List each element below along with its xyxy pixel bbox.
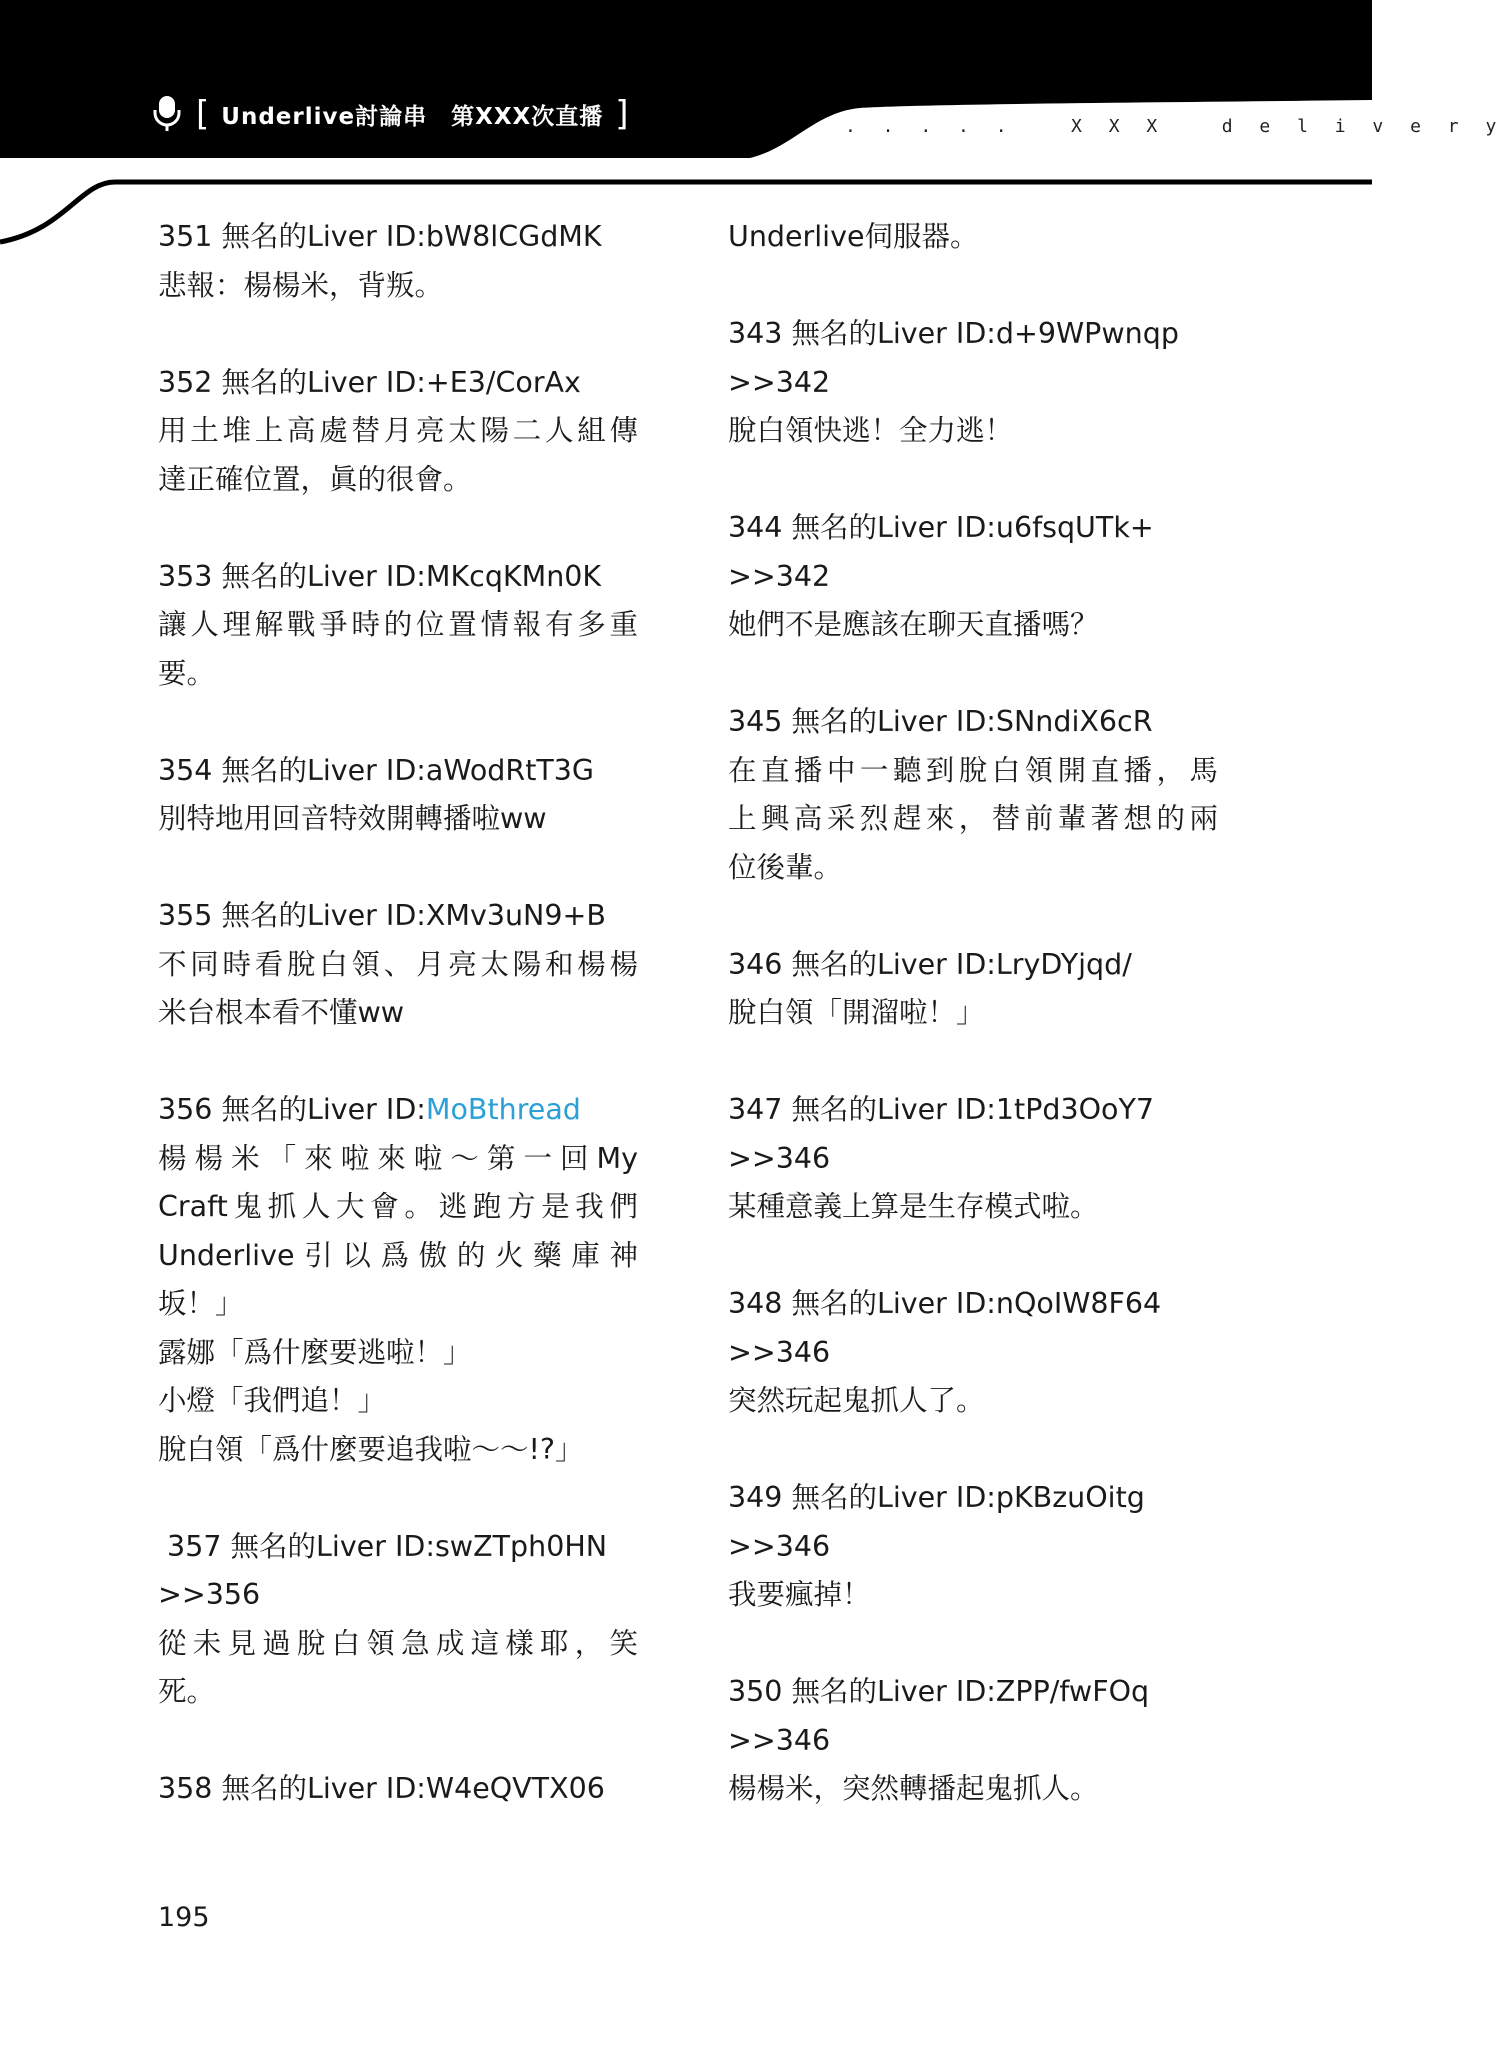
post-356 (158, 1086, 638, 1474)
post-line: >>356 (158, 1578, 261, 1611)
bracket-close: ] (615, 94, 629, 134)
post-header: 353 無名的Liver ID:MKcqKMn0K (158, 559, 602, 593)
post-line: 楊楊米，突然轉播起鬼抓人。 (728, 1772, 1099, 1805)
post-346 (728, 941, 1218, 1038)
post-gap (728, 456, 1218, 505)
post-line: 米台根本看不懂ww (158, 996, 405, 1029)
post-line: 她們不是應該在聊天直播嗎？ (728, 608, 1099, 641)
post-gap (158, 844, 638, 893)
post-header: 355 無名的Liver ID:XMv3uN9+B (158, 899, 606, 932)
post-348 (728, 1280, 1218, 1426)
post-header: 351 無名的Liver ID:bW8lCGdMK (158, 220, 602, 253)
post-352 (158, 359, 638, 505)
post-header: 344 無名的Liver ID:u6fsqUTk+ (728, 511, 1154, 544)
post-gap (728, 1232, 1218, 1281)
post-gap (728, 650, 1218, 699)
post-line: 脫白領快逃！全力逃！ (728, 414, 1014, 447)
highlighted-id: MoBthread (425, 1093, 581, 1126)
post-header: 349 無名的Liver ID:pKBzuOitg (728, 1481, 1145, 1514)
post-header: 343 無名的Liver ID:d+9WPwnqp (728, 317, 1179, 350)
post-343 (728, 310, 1218, 456)
post-gap (158, 1717, 638, 1766)
post-line: 位後輩。 (728, 850, 843, 884)
post-header: 352 無名的Liver ID:+E3/CorAx (158, 365, 581, 399)
post-line: 在直播中一聽到脫白領開直播，馬 (728, 753, 1218, 787)
post-gap (728, 892, 1218, 941)
post-header: 357 無名的Liver ID:swZTph0HN (158, 1529, 608, 1563)
post-line: >>346 (728, 1529, 831, 1563)
post-line: 我要瘋掉！ (728, 1578, 871, 1611)
post-line: 要。 (158, 656, 216, 690)
post-358 (158, 1765, 638, 1814)
post-line: Underlive引以爲傲的火藥庫神 (158, 1238, 638, 1272)
post-349 (728, 1474, 1218, 1620)
post-header-prefix: 356 無名的Liver ID: (158, 1093, 426, 1126)
post-gap (158, 1474, 638, 1523)
post-header (158, 1086, 638, 1135)
post-line: 別特地用回音特效開轉播啦ww (158, 802, 547, 835)
microphone-icon (150, 94, 184, 134)
right-column (728, 213, 1218, 1814)
post-line: 悲報：楊楊米，背叛。 (158, 268, 444, 302)
post-header: 346 無名的Liver ID:LryDYjqd/ (728, 947, 1132, 981)
post-line: 小燈「我們追！」 (158, 1384, 387, 1417)
post-line: 露娜「爲什麼要逃啦！」 (158, 1335, 472, 1369)
post-353 (158, 553, 638, 699)
post-line: 突然玩起鬼抓人了。 (728, 1384, 985, 1417)
post-gap (728, 1426, 1218, 1475)
post-347 (728, 1086, 1218, 1232)
post-351 (158, 213, 638, 310)
post-line: >>346 (728, 1335, 831, 1369)
post-line: 不同時看脫白領、月亮太陽和楊楊 (158, 947, 638, 981)
post-line: 死。 (158, 1675, 216, 1708)
post-gap (158, 698, 638, 747)
post-line: 達正確位置，眞的很會。 (158, 462, 472, 496)
post-gap (158, 310, 638, 359)
post-345 (728, 698, 1218, 892)
post-344 (728, 504, 1218, 650)
post-gap (728, 262, 1218, 311)
post-line: >>346 (728, 1723, 831, 1757)
post-header: 345 無名的Liver ID:SNndiX6cR (728, 705, 1153, 738)
post-line: >>342 (728, 559, 831, 593)
post-line: >>346 (728, 1141, 831, 1175)
continuation-line: Underlive伺服器。 (728, 220, 979, 253)
post-header: 348 無名的Liver ID:nQoIW8F64 (728, 1287, 1162, 1320)
page-number: 195 (158, 1902, 210, 1933)
post-350 (728, 1668, 1218, 1814)
header-title-bar (150, 92, 629, 136)
post-line: Craft鬼抓人大會。逃跑方是我們 (158, 1190, 638, 1223)
bracket-open: [ (196, 94, 210, 134)
post-line: 脫白領「開溜啦！」 (728, 996, 985, 1029)
post-354 (158, 747, 638, 844)
post-line: 楊楊米「來啦來啦～第一回My (158, 1141, 638, 1175)
post-header: 358 無名的Liver ID:W4eQVTX06 (158, 1772, 605, 1805)
post-line: 用土堆上高處替月亮太陽二人組傳 (158, 414, 638, 447)
post-header: 354 無名的Liver ID:aWodRtT3G (158, 753, 594, 787)
post-line: 坂！」 (158, 1287, 244, 1320)
post-line: 某種意義上算是生存模式啦。 (728, 1190, 1099, 1223)
post-line: 讓人理解戰爭時的位置情報有多重 (158, 608, 638, 641)
left-column (158, 213, 638, 1814)
post-line: 脫白領「爲什麼要追我啦〜〜!?」 (158, 1432, 584, 1466)
thread-title: Underlive討論串 第XXX次直播 (221, 103, 604, 130)
post-357 (158, 1523, 638, 1717)
post-gap (728, 1038, 1218, 1087)
post-gap (728, 1620, 1218, 1669)
post-line: 上興高采烈趕來，替前輩著想的兩 (728, 802, 1218, 835)
post-355 (158, 892, 638, 1038)
post-header: 350 無名的Liver ID:ZPP/fwFOq (728, 1675, 1150, 1708)
post-line: >>342 (728, 365, 831, 399)
delivery-subtitle: . . . . . X X X d e l i v e r y (845, 116, 1504, 137)
post-line: 從未見過脫白領急成這樣耶，笑 (158, 1626, 638, 1660)
post-gap (158, 1038, 638, 1087)
post-gap (158, 504, 638, 553)
post-header: 347 無名的Liver ID:1tPd3OoY7 (728, 1093, 1155, 1126)
